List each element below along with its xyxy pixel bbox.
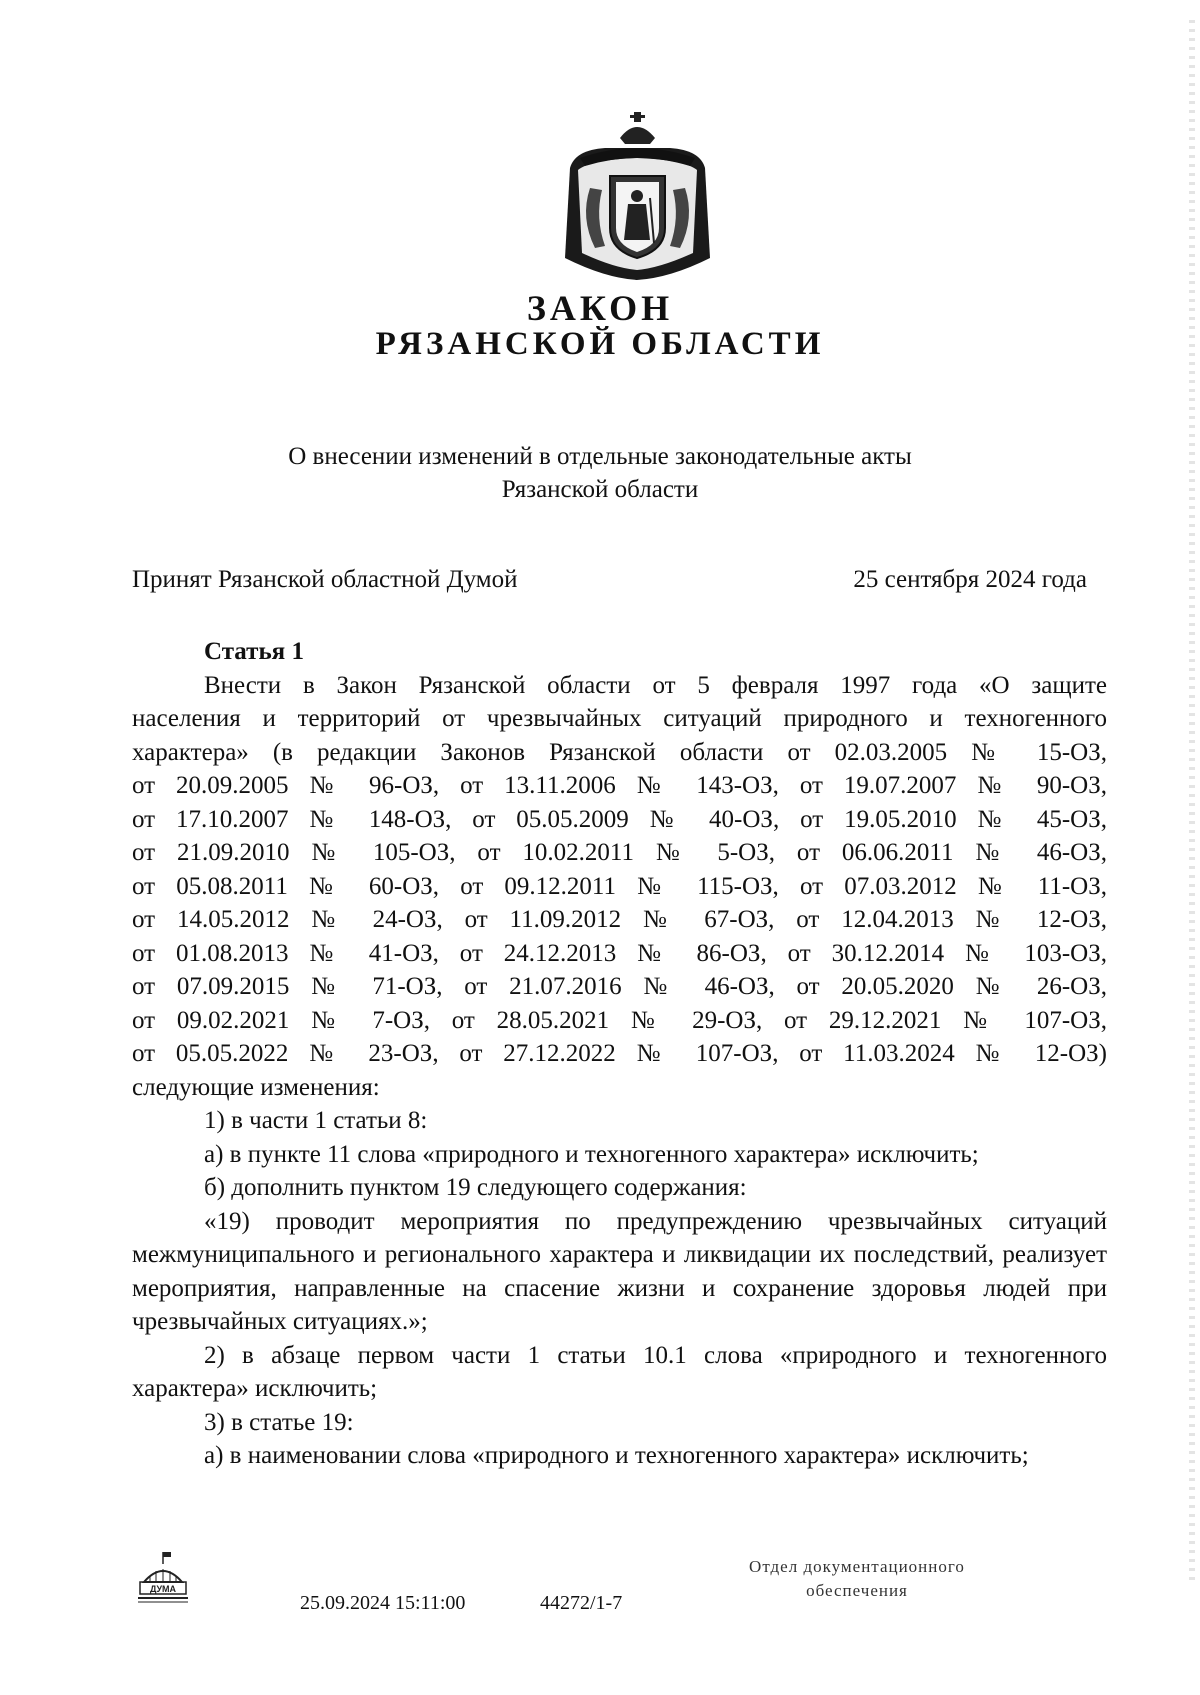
article-title: Статья 1	[204, 638, 304, 665]
item-3: 3) в статье 19:	[204, 1408, 354, 1436]
item-3a: а) в наименовании слова «природного и техногенного характера» исключить;	[204, 1442, 1029, 1469]
intro-line: от 05.05.2022 № 23-ОЗ, от 27.12.2022 № 107-ОЗ, от 11.03.2024 № 12-ОЗ)	[132, 1040, 1107, 1067]
stamp-line: Отдел документационного	[749, 1557, 965, 1576]
department-stamp	[712, 1555, 1002, 1603]
law-title: ЗАКОН	[526, 288, 674, 328]
intro-line: от 21.09.2010 № 105-ОЗ, от 10.02.2011 № 5-ОЗ, от 06.06.2011 № 46-ОЗ,	[132, 839, 1107, 866]
intro-line: от 01.08.2013 № 41-ОЗ, от 24.12.2013 № 86-ОЗ, от 30.12.2014 № 103-ОЗ,	[132, 939, 1107, 967]
coat-of-arms-emblem	[550, 108, 725, 283]
subject-line: Рязанской области	[501, 476, 699, 503]
duma-logo-icon	[136, 1550, 190, 1606]
item-2: 2) в абзаце первом части 1 статьи 10.1 слова «природного и техногенного характера» исключить;	[132, 1341, 1107, 1402]
item-1: 1) в части 1 статьи 8:	[204, 1107, 428, 1134]
intro-line: от 17.10.2007 № 148-ОЗ, от 05.05.2009 № 40-ОЗ, от 19.05.2010 № 45-ОЗ,	[132, 805, 1107, 833]
intro-line: Внести в Закон Рязанской области от 5 февраля 1997 года «О защите	[204, 671, 1107, 699]
stamp-line: обеспечения	[806, 1581, 908, 1600]
law-subject	[200, 440, 1000, 506]
intro-line: характера» (в редакции Законов Рязанской области от 02.03.2005 № 15-ОЗ,	[132, 738, 1107, 766]
subject-line: О внесении изменений в отдельные законодательные акты	[288, 443, 912, 470]
intro-line: от 14.05.2012 № 24-ОЗ, от 11.09.2012 № 67-ОЗ, от 12.04.2013 № 12-ОЗ,	[132, 906, 1107, 933]
scan-edge	[1189, 20, 1195, 1580]
adoption-row	[132, 566, 1087, 594]
intro-line: от 05.08.2011 № 60-ОЗ, от 09.12.2011 № 115-ОЗ, от 07.03.2012 № 11-ОЗ,	[132, 872, 1107, 900]
intro-line: от 07.09.2015 № 71-ОЗ, от 21.07.2016 № 46-ОЗ, от 20.05.2020 № 26-ОЗ,	[132, 973, 1107, 1000]
law-region: РЯЗАНСКОЙ ОБЛАСТИ	[375, 326, 825, 362]
registration-timestamp: 25.09.2024 15:11:00	[300, 1592, 466, 1614]
item-1b: б) дополнить пунктом 19 следующего содержания:	[204, 1174, 747, 1201]
registration-number: 44272/1-7	[540, 1592, 623, 1614]
article-body	[132, 635, 1107, 1473]
intro-line: населения и территорий от чрезвычайных ситуаций природного и техногенного	[132, 705, 1107, 732]
item-19-quote: «19) проводит мероприятия по предупреждению чрезвычайных ситуаций межмуниципального и регионального характера и ликвидации их последствий, реализует мероприятия, направленные на спасение жизни и сохранение здоровья людей при чрезвычайных ситуациях.»;	[132, 1207, 1107, 1335]
article-intro	[132, 669, 1107, 1105]
adoption-date: 25 сентября 2024 года	[853, 566, 1087, 593]
intro-line: от 09.02.2021 № 7-ОЗ, от 28.05.2021 № 29-ОЗ, от 29.12.2021 № 107-ОЗ,	[132, 1006, 1107, 1034]
intro-line: следующие изменения:	[132, 1073, 380, 1101]
item-1a: а) в пункте 11 слова «природного и техногенного характера» исключить;	[204, 1140, 979, 1168]
intro-line: от 20.09.2005 № 96-ОЗ, от 13.11.2006 № 143-ОЗ, от 19.07.2007 № 90-ОЗ,	[132, 772, 1107, 799]
duma-logo-text: ДУМА	[149, 1584, 177, 1594]
adopted-by: Принят Рязанской областной Думой	[132, 566, 518, 593]
